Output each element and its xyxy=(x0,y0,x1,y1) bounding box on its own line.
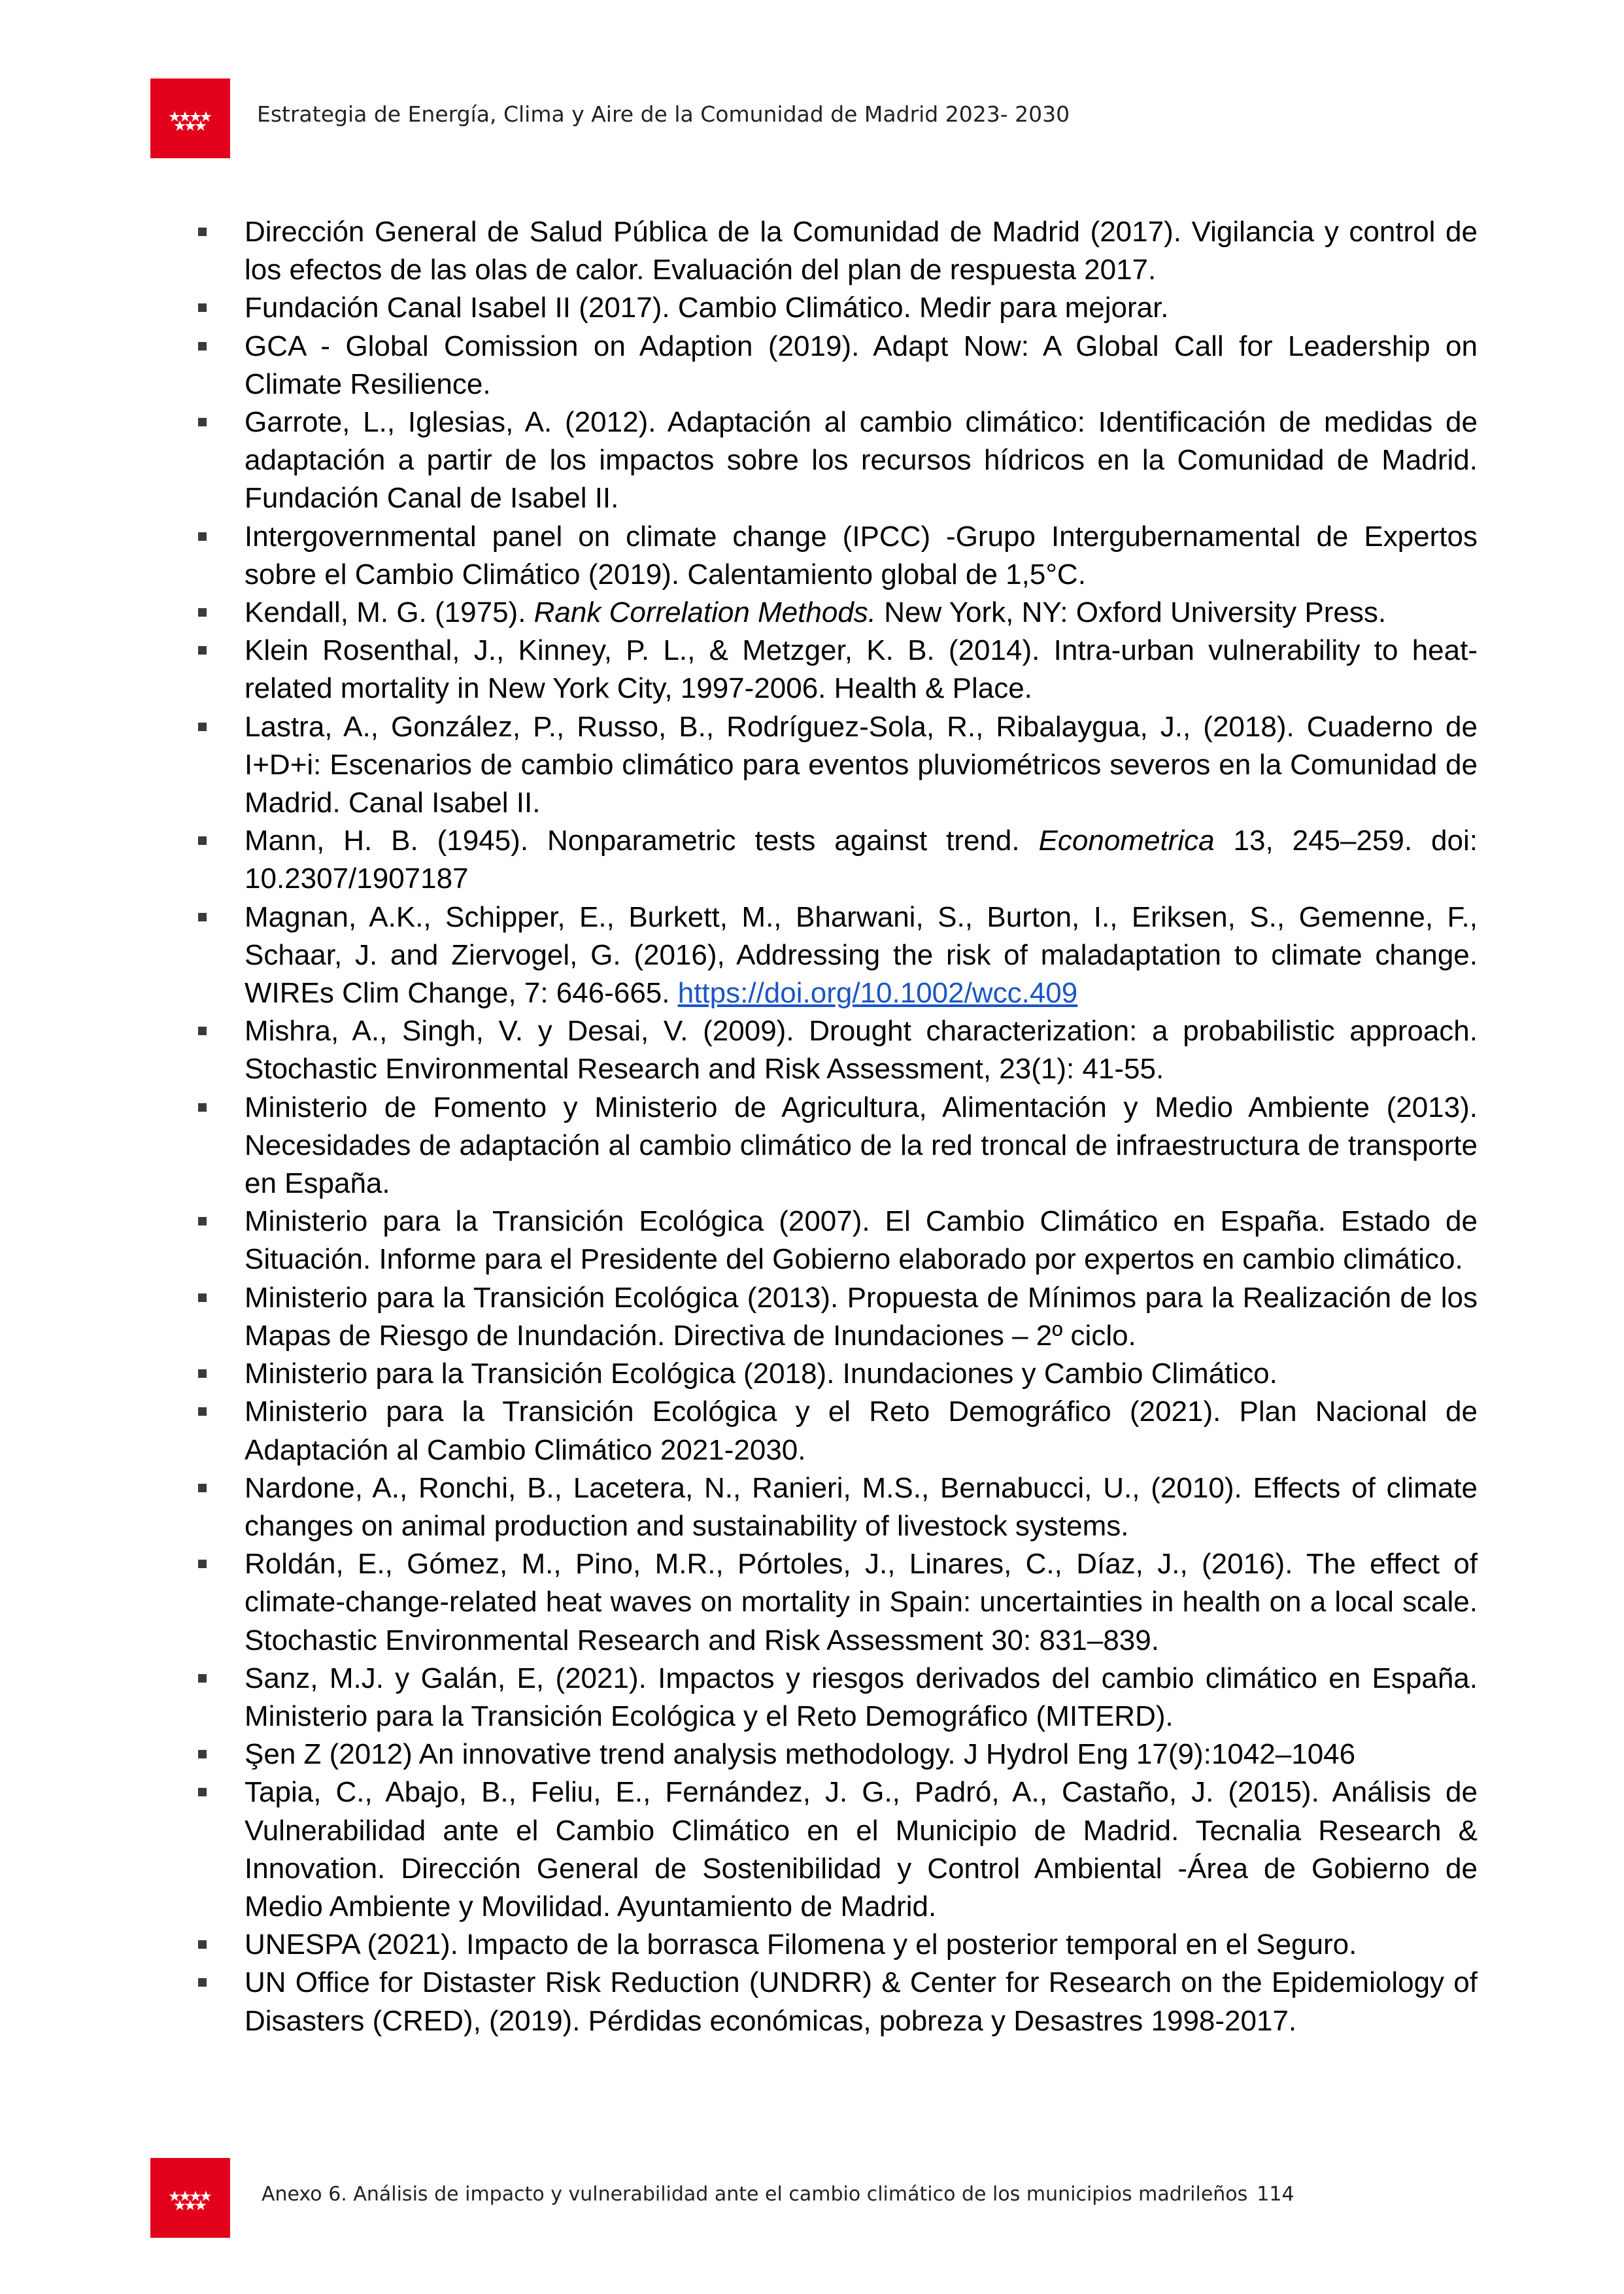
square-bullet-icon xyxy=(198,913,207,921)
reference-item: Ministerio para la Transición Ecológica (2007). El Cambio Climático en España. Estado de Situación. Informe para el Presidente del Gobierno elaborado por expertos en cambio climático. xyxy=(196,1203,1478,1278)
square-bullet-icon xyxy=(198,1978,207,1987)
square-bullet-icon xyxy=(198,1788,207,1796)
footer-text: Anexo 6. Análisis de impacto y vulnerabilidad ante el cambio climático de los municipios madrileños xyxy=(262,2183,1248,2206)
square-bullet-icon xyxy=(198,1560,207,1568)
reference-item: Roldán, E., Gómez, M., Pino, M.R., Pórtoles, J., Linares, C., Díaz, J., (2016). The effect of climate-change-related heat waves on mortality in Spain: uncertainties in health on a local scale. Stochastic Environmental Research and Risk Assessment 30: 831–839. xyxy=(196,1545,1478,1660)
square-bullet-icon xyxy=(198,228,207,236)
reference-item: UN Office for Distaster Risk Reduction (UNDRR) & Center for Research on the Epidemiology of Disasters (CRED), (2019). Pérdidas económicas, pobreza y Desastres 1998-2017. xyxy=(196,1964,1478,2040)
square-bullet-icon xyxy=(198,1103,207,1112)
reference-item: Ministerio de Fomento y Ministerio de Agricultura, Alimentación y Medio Ambiente (2013). Necesidades de adaptación al cambio climático de la red troncal de infraestructura de transporte en España. xyxy=(196,1089,1478,1203)
reference-item: Mann, H. B. (1945). Nonparametric tests against trend. Econometrica 13, 245–259. doi: 10.2307/1907187 xyxy=(196,822,1478,898)
square-bullet-icon xyxy=(198,836,207,845)
comunidad-madrid-logo xyxy=(150,78,230,158)
page-number: 114 xyxy=(1257,2183,1294,2206)
reference-item: Ministerio para la Transición Ecológica y el Reto Demográfico (2021). Plan Nacional de Adaptación al Cambio Climático 2021-2030. xyxy=(196,1393,1478,1469)
reference-item: Dirección General de Salud Pública de la Comunidad de Madrid (2017). Vigilancia y control de los efectos de las olas de calor. Evaluación del plan de respuesta 2017. xyxy=(196,213,1478,289)
comunidad-madrid-logo-footer xyxy=(150,2158,230,2238)
doi-link[interactable]: https://doi.org/10.1002/wcc.409 xyxy=(677,977,1078,1010)
square-bullet-icon xyxy=(198,532,207,541)
reference-item: Klein Rosenthal, J., Kinney, P. L., & Metzger, K. B. (2014). Intra-urban vulnerability to heat-related mortality in New York City, 1997-2006. Health & Place. xyxy=(196,632,1478,708)
document-header-title: Estrategia de Energía, Clima y Aire de la Comunidad de Madrid 2023- 2030 xyxy=(257,101,1070,127)
square-bullet-icon xyxy=(198,1750,207,1758)
reference-item: Magnan, A.K., Schipper, E., Burkett, M., Bharwani, S., Burton, I., Eriksen, S., Gemenne, F., Schaar, J. and Ziervogel, G. (2016), Addressing the risk of maladaptation to climate change. WIREs Clim Change, 7: 646-665. https://doi.org/10.1002/wcc.409 xyxy=(196,899,1478,1013)
square-bullet-icon xyxy=(198,1484,207,1492)
reference-item: Şen Z (2012) An innovative trend analysis methodology. J Hydrol Eng 17(9):1042–1046 xyxy=(196,1736,1478,1773)
reference-item: Kendall, M. G. (1975). Rank Correlation Methods. New York, NY: Oxford University Press. xyxy=(196,594,1478,632)
square-bullet-icon xyxy=(198,1369,207,1378)
square-bullet-icon xyxy=(198,1940,207,1949)
reference-item: Nardone, A., Ronchi, B., Lacetera, N., Ranieri, M.S., Bernabucci, U., (2010). Effects of climate changes on animal production and sustainability of livestock systems. xyxy=(196,1469,1478,1545)
square-bullet-icon xyxy=(198,303,207,312)
square-bullet-icon xyxy=(198,1674,207,1683)
reference-item: Fundación Canal Isabel II (2017). Cambio Climático. Medir para mejorar. xyxy=(196,289,1478,327)
square-bullet-icon xyxy=(198,1407,207,1416)
square-bullet-icon xyxy=(198,342,207,351)
square-bullet-icon xyxy=(198,723,207,731)
reference-item: UNESPA (2021). Impacto de la borrasca Filomena y el posterior temporal en el Seguro. xyxy=(196,1926,1478,1964)
reference-item: GCA - Global Comission on Adaption (2019). Adapt Now: A Global Call for Leadership on Climate Resilience. xyxy=(196,328,1478,403)
reference-item: Tapia, C., Abajo, B., Feliu, E., Fernández, J. G., Padró, A., Castaño, J. (2015). Análisis de Vulnerabilidad ante el Cambio Climático en el Municipio de Madrid. Tecnalia Research & Innovation. Dirección General de Sostenibilidad y Control Ambiental -Área de Gobierno de Medio Ambiente y Movilidad. Ayuntamiento de Madrid. xyxy=(196,1773,1478,1926)
square-bullet-icon xyxy=(198,1217,207,1225)
square-bullet-icon xyxy=(198,646,207,655)
reference-list xyxy=(196,213,1478,2040)
reference-item: Intergovernmental panel on climate change (IPCC) -Grupo Intergubernamental de Expertos sobre el Cambio Climático (2019). Calentamiento global de 1,5°C. xyxy=(196,518,1478,594)
reference-item: Lastra, A., González, P., Russo, B., Rodríguez-Sola, R., Ribalaygua, J., (2018). Cuaderno de I+D+i: Escenarios de cambio climático para eventos pluviométricos severos en la Comunidad de Madrid. Canal Isabel II. xyxy=(196,708,1478,823)
square-bullet-icon xyxy=(198,418,207,426)
reference-item: Garrote, L., Iglesias, A. (2012). Adaptación al cambio climático: Identificación de medidas de adaptación a partir de los impactos sobre los recursos hídricos en la Comunidad de Madrid. Fundación Canal de Isabel II. xyxy=(196,403,1478,518)
reference-item: Mishra, A., Singh, V. y Desai, V. (2009). Drought characterization: a probabilistic approach. Stochastic Environmental Research and Risk Assessment, 23(1): 41-55. xyxy=(196,1012,1478,1088)
reference-item: Sanz, M.J. y Galán, E, (2021). Impactos y riesgos derivados del cambio climático en España. Ministerio para la Transición Ecológica y el Reto Demográfico (MITERD). xyxy=(196,1660,1478,1736)
stars-emblem-icon xyxy=(150,78,230,158)
square-bullet-icon xyxy=(198,1293,207,1302)
square-bullet-icon xyxy=(198,1027,207,1035)
page-footer xyxy=(262,2183,1294,2206)
reference-item: Ministerio para la Transición Ecológica (2013). Propuesta de Mínimos para la Realización de los Mapas de Riesgo de Inundación. Directiva de Inundaciones – 2º ciclo. xyxy=(196,1279,1478,1355)
stars-emblem-icon xyxy=(150,2158,230,2238)
square-bullet-icon xyxy=(198,608,207,617)
reference-item: Ministerio para la Transición Ecológica (2018). Inundaciones y Cambio Climático. xyxy=(196,1355,1478,1393)
